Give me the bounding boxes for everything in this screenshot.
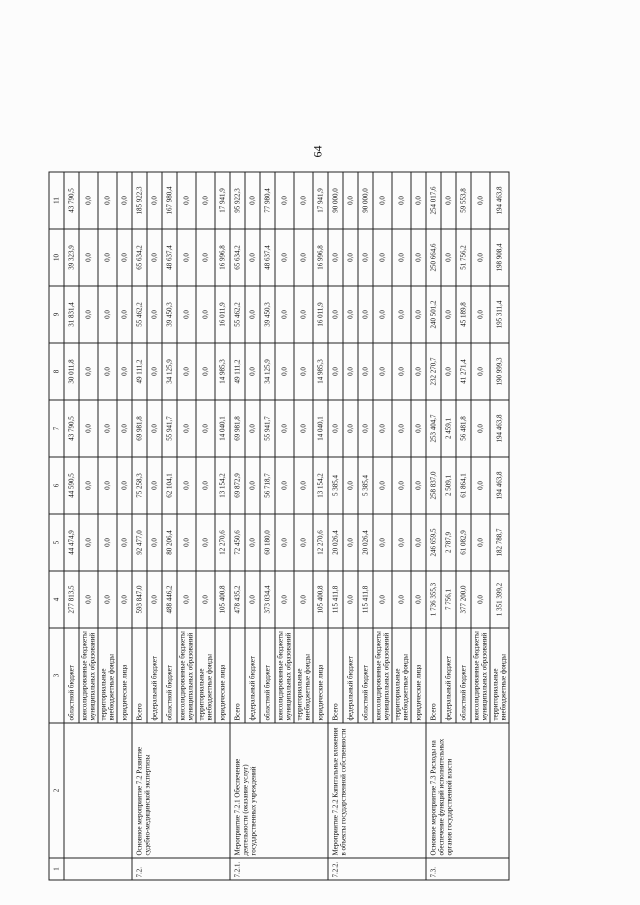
column-number-header: 1 [49, 858, 64, 880]
amount-cell: 0,0 [441, 343, 456, 400]
amount-cell: 0,0 [373, 457, 392, 514]
amount-cell: 0,0 [373, 571, 392, 628]
amount-cell: 2 509,1 [441, 457, 456, 514]
amount-cell: 0,0 [358, 286, 373, 343]
amount-cell: 0,0 [392, 286, 411, 343]
amount-cell: 246 659,5 [426, 514, 441, 571]
amount-cell: 0,0 [177, 400, 196, 457]
amount-cell: 0,0 [343, 571, 358, 628]
funding-source-cell: юридические лица [215, 628, 230, 723]
amount-cell: 55 462,2 [132, 286, 147, 343]
amount-cell: 0,0 [275, 229, 294, 286]
funding-source-cell: консолидированные бюджеты муниципальных образований [177, 628, 196, 723]
amount-cell: 0,0 [245, 514, 260, 571]
funding-source-cell: Всего [426, 628, 441, 723]
amount-cell: 1 351 399,2 [490, 571, 509, 628]
amount-cell: 0,0 [343, 514, 358, 571]
column-number-row [49, 172, 64, 880]
amount-cell: 0,0 [177, 172, 196, 229]
funding-source-cell: территориальные внебюджетные фонды [196, 628, 215, 723]
funding-source-cell: территориальные внебюджетные фонды [490, 628, 509, 723]
amount-cell: 0,0 [147, 286, 162, 343]
amount-cell: 43 790,5 [64, 172, 79, 229]
amount-cell: 0,0 [196, 400, 215, 457]
section-number-cell: 7.2. [132, 858, 230, 880]
amount-cell: 44 474,9 [64, 514, 79, 571]
amount-cell: 16 011,9 [215, 286, 230, 343]
amount-cell: 56 718,7 [260, 457, 275, 514]
amount-cell: 0,0 [196, 172, 215, 229]
amount-cell: 0,0 [294, 343, 313, 400]
amount-cell: 0,0 [79, 400, 98, 457]
amount-cell: 0,0 [294, 229, 313, 286]
amount-cell: 232 270,7 [426, 343, 441, 400]
amount-cell: 0,0 [294, 172, 313, 229]
amount-cell: 0,0 [392, 229, 411, 286]
amount-cell: 0,0 [98, 457, 117, 514]
amount-cell: 240 501,2 [426, 286, 441, 343]
section-name-cell: Мероприятие 7.2.1 Обеспечение деятельности (оказание услуг) государственных учреждений [230, 723, 328, 858]
amount-cell: 0,0 [441, 172, 456, 229]
amount-cell: 5 385,4 [328, 457, 343, 514]
amount-cell: 0,0 [147, 172, 162, 229]
amount-cell: 0,0 [294, 457, 313, 514]
amount-cell: 0,0 [196, 457, 215, 514]
funding-source-cell: областной бюджет [456, 628, 471, 723]
amount-cell: 190 999,3 [490, 343, 509, 400]
funding-source-cell: консолидированные бюджеты муниципальных образований [373, 628, 392, 723]
column-number-header: 3 [49, 628, 64, 723]
amount-cell: 0,0 [343, 172, 358, 229]
amount-cell: 55 941,7 [260, 400, 275, 457]
amount-cell: 167 980,4 [162, 172, 177, 229]
amount-cell: 0,0 [196, 343, 215, 400]
amount-cell: 0,0 [411, 172, 426, 229]
amount-cell: 0,0 [196, 514, 215, 571]
table-row [328, 172, 343, 880]
funding-source-cell: Всего [230, 628, 245, 723]
amount-cell: 55 462,2 [230, 286, 245, 343]
funding-source-cell: областной бюджет [358, 628, 373, 723]
table-row [230, 172, 245, 880]
amount-cell: 0,0 [373, 400, 392, 457]
funding-source-cell: федеральный бюджет [441, 628, 456, 723]
funding-source-cell: областной бюджет [260, 628, 275, 723]
amount-cell: 0,0 [98, 343, 117, 400]
amount-cell: 0,0 [245, 229, 260, 286]
column-number-header: 4 [49, 571, 64, 628]
amount-cell: 13 154,2 [313, 457, 328, 514]
section-number-cell: 7.3. [426, 858, 509, 880]
amount-cell: 0,0 [471, 571, 490, 628]
amount-cell: 254 017,6 [426, 172, 441, 229]
table-row [64, 172, 79, 880]
amount-cell: 0,0 [275, 286, 294, 343]
amount-cell: 0,0 [392, 514, 411, 571]
amount-cell: 41 271,4 [456, 343, 471, 400]
amount-cell: 0,0 [196, 286, 215, 343]
amount-cell: 0,0 [275, 457, 294, 514]
amount-cell: 17 941,9 [313, 172, 328, 229]
amount-cell: 0,0 [471, 400, 490, 457]
amount-cell: 60 180,0 [260, 514, 275, 571]
amount-cell: 0,0 [373, 172, 392, 229]
amount-cell: 0,0 [275, 571, 294, 628]
amount-cell: 72 450,6 [230, 514, 245, 571]
amount-cell: 16 996,8 [215, 229, 230, 286]
funding-source-cell: юридические лица [313, 628, 328, 723]
funding-source-cell: территориальные внебюджетные фонды [294, 628, 313, 723]
amount-cell: 182 788,7 [490, 514, 509, 571]
amount-cell: 373 034,4 [260, 571, 275, 628]
amount-cell: 55 941,7 [162, 400, 177, 457]
amount-cell: 0,0 [471, 514, 490, 571]
funding-source-cell: юридические лица [411, 628, 426, 723]
amount-cell: 0,0 [275, 343, 294, 400]
amount-cell: 115 411,8 [358, 571, 373, 628]
section-name-cell: Мероприятие 7.2.2 Капитальные вложения в объекты государственной собственности [328, 723, 426, 858]
amount-cell: 0,0 [275, 400, 294, 457]
column-number-header: 8 [49, 343, 64, 400]
amount-cell: 80 206,4 [162, 514, 177, 571]
amount-cell: 0,0 [177, 286, 196, 343]
column-number-header: 6 [49, 457, 64, 514]
amount-cell: 0,0 [358, 400, 373, 457]
amount-cell: 0,0 [411, 229, 426, 286]
amount-cell: 0,0 [373, 343, 392, 400]
amount-cell: 0,0 [147, 400, 162, 457]
amount-cell: 0,0 [79, 286, 98, 343]
amount-cell: 0,0 [117, 514, 132, 571]
amount-cell: 115 411,8 [328, 571, 343, 628]
amount-cell: 48 637,4 [162, 229, 177, 286]
amount-cell: 250 664,6 [426, 229, 441, 286]
amount-cell: 34 125,9 [162, 343, 177, 400]
amount-cell: 198 908,4 [490, 229, 509, 286]
amount-cell: 0,0 [245, 172, 260, 229]
amount-cell: 0,0 [358, 343, 373, 400]
amount-cell: 0,0 [275, 172, 294, 229]
amount-cell: 0,0 [411, 286, 426, 343]
amount-cell: 194 463,8 [490, 457, 509, 514]
amount-cell: 0,0 [294, 514, 313, 571]
amount-cell: 90 000,0 [358, 172, 373, 229]
column-number-header: 7 [49, 400, 64, 457]
amount-cell: 0,0 [328, 343, 343, 400]
amount-cell: 0,0 [275, 514, 294, 571]
amount-cell: 2 787,9 [441, 514, 456, 571]
amount-cell: 17 941,9 [215, 172, 230, 229]
amount-cell: 45 189,8 [456, 286, 471, 343]
amount-cell: 0,0 [245, 457, 260, 514]
amount-cell: 39 323,9 [64, 229, 79, 286]
amount-cell: 0,0 [441, 286, 456, 343]
amount-cell: 14 985,3 [313, 343, 328, 400]
amount-cell: 195 311,4 [490, 286, 509, 343]
amount-cell: 0,0 [245, 571, 260, 628]
amount-cell: 39 450,3 [260, 286, 275, 343]
table-row [426, 172, 441, 880]
amount-cell: 0,0 [177, 457, 196, 514]
amount-cell: 0,0 [373, 229, 392, 286]
amount-cell: 95 922,3 [230, 172, 245, 229]
amount-cell: 69 872,9 [230, 457, 245, 514]
amount-cell: 0,0 [117, 571, 132, 628]
amount-cell: 14 040,1 [313, 400, 328, 457]
funding-source-cell: консолидированные бюджеты муниципальных образований [471, 628, 490, 723]
amount-cell: 65 634,2 [132, 229, 147, 286]
funding-source-cell: консолидированные бюджеты муниципальных образований [275, 628, 294, 723]
amount-cell: 0,0 [98, 514, 117, 571]
budget-table [48, 171, 509, 880]
amount-cell: 0,0 [147, 514, 162, 571]
amount-cell: 5 385,4 [358, 457, 373, 514]
amount-cell: 51 756,2 [456, 229, 471, 286]
column-number-header: 9 [49, 286, 64, 343]
amount-cell: 30 011,8 [64, 343, 79, 400]
amount-cell: 13 154,2 [215, 457, 230, 514]
amount-cell: 0,0 [294, 571, 313, 628]
amount-cell: 0,0 [196, 229, 215, 286]
amount-cell: 478 435,2 [230, 571, 245, 628]
amount-cell: 0,0 [79, 571, 98, 628]
amount-cell: 0,0 [117, 286, 132, 343]
amount-cell: 61 082,9 [456, 514, 471, 571]
amount-cell: 0,0 [117, 172, 132, 229]
amount-cell: 77 980,4 [260, 172, 275, 229]
amount-cell: 0,0 [411, 343, 426, 400]
amount-cell: 20 026,4 [358, 514, 373, 571]
amount-cell: 0,0 [392, 571, 411, 628]
column-number-header: 2 [49, 723, 64, 858]
amount-cell: 56 481,8 [456, 400, 471, 457]
amount-cell: 0,0 [147, 457, 162, 514]
amount-cell: 0,0 [196, 571, 215, 628]
amount-cell: 69 981,8 [230, 400, 245, 457]
amount-cell: 49 111,2 [230, 343, 245, 400]
amount-cell: 0,0 [245, 286, 260, 343]
amount-cell: 39 450,3 [162, 286, 177, 343]
amount-cell: 0,0 [392, 400, 411, 457]
amount-cell: 0,0 [471, 286, 490, 343]
funding-source-cell: Всего [132, 628, 147, 723]
amount-cell: 12 270,6 [313, 514, 328, 571]
amount-cell: 2 459,1 [441, 400, 456, 457]
amount-cell: 0,0 [343, 457, 358, 514]
amount-cell: 0,0 [79, 457, 98, 514]
amount-cell: 14 040,1 [215, 400, 230, 457]
amount-cell: 0,0 [392, 172, 411, 229]
amount-cell: 0,0 [147, 229, 162, 286]
amount-cell: 0,0 [392, 343, 411, 400]
funding-source-cell: территориальные внебюджетные фонды [392, 628, 411, 723]
amount-cell: 7 756,1 [441, 571, 456, 628]
amount-cell: 59 553,8 [456, 172, 471, 229]
amount-cell: 0,0 [411, 571, 426, 628]
section-number-cell: 7.2.2. [328, 858, 426, 880]
amount-cell: 0,0 [328, 286, 343, 343]
column-number-header: 5 [49, 514, 64, 571]
amount-cell: 0,0 [294, 286, 313, 343]
amount-cell: 16 996,8 [313, 229, 328, 286]
amount-cell: 0,0 [343, 229, 358, 286]
funding-source-cell: федеральный бюджет [147, 628, 162, 723]
amount-cell: 12 270,6 [215, 514, 230, 571]
amount-cell: 0,0 [328, 229, 343, 286]
funding-source-cell: юридические лица [117, 628, 132, 723]
amount-cell: 14 985,3 [215, 343, 230, 400]
amount-cell: 0,0 [79, 343, 98, 400]
amount-cell: 0,0 [177, 229, 196, 286]
amount-cell: 0,0 [117, 457, 132, 514]
amount-cell: 0,0 [98, 286, 117, 343]
amount-cell: 92 477,0 [132, 514, 147, 571]
amount-cell: 0,0 [147, 343, 162, 400]
amount-cell: 0,0 [343, 286, 358, 343]
amount-cell: 44 590,5 [64, 457, 79, 514]
amount-cell: 0,0 [177, 514, 196, 571]
amount-cell: 0,0 [471, 172, 490, 229]
amount-cell: 0,0 [98, 172, 117, 229]
amount-cell: 48 637,4 [260, 229, 275, 286]
amount-cell: 593 847,0 [132, 571, 147, 628]
amount-cell: 1 736 355,3 [426, 571, 441, 628]
amount-cell: 75 258,3 [132, 457, 147, 514]
amount-cell: 105 400,8 [215, 571, 230, 628]
amount-cell: 49 111,2 [132, 343, 147, 400]
amount-cell: 0,0 [411, 514, 426, 571]
funding-source-cell: территориальные внебюджетные фонды [98, 628, 117, 723]
section-name-cell: Основное мероприятие 7.2 Развитие судебно-медицинской экспертизы [132, 723, 230, 858]
amount-cell: 0,0 [411, 400, 426, 457]
amount-cell: 0,0 [245, 343, 260, 400]
amount-cell: 0,0 [79, 172, 98, 229]
amount-cell: 65 634,2 [230, 229, 245, 286]
amount-cell: 0,0 [245, 400, 260, 457]
amount-cell: 0,0 [343, 343, 358, 400]
amount-cell: 0,0 [471, 343, 490, 400]
amount-cell: 34 125,9 [260, 343, 275, 400]
amount-cell: 0,0 [343, 400, 358, 457]
amount-cell: 16 011,9 [313, 286, 328, 343]
amount-cell: 488 446,2 [162, 571, 177, 628]
amount-cell: 105 400,8 [313, 571, 328, 628]
amount-cell: 90 000,0 [328, 172, 343, 229]
amount-cell: 0,0 [411, 457, 426, 514]
amount-cell: 0,0 [441, 229, 456, 286]
column-number-header: 11 [49, 172, 64, 229]
amount-cell: 0,0 [392, 457, 411, 514]
funding-source-cell: областной бюджет [64, 628, 79, 723]
amount-cell: 0,0 [177, 343, 196, 400]
amount-cell: 0,0 [471, 229, 490, 286]
section-name-cell [64, 723, 132, 858]
amount-cell: 62 104,1 [162, 457, 177, 514]
amount-cell: 194 463,8 [490, 400, 509, 457]
amount-cell: 0,0 [117, 400, 132, 457]
funding-source-cell: консолидированные бюджеты муниципальных образований [79, 628, 98, 723]
amount-cell: 0,0 [373, 286, 392, 343]
amount-cell: 0,0 [471, 457, 490, 514]
column-number-header: 10 [49, 229, 64, 286]
page-number: 64 [310, 145, 324, 157]
amount-cell: 253 404,7 [426, 400, 441, 457]
amount-cell: 61 864,1 [456, 457, 471, 514]
amount-cell: 69 981,8 [132, 400, 147, 457]
amount-cell: 0,0 [147, 571, 162, 628]
funding-source-cell: федеральный бюджет [245, 628, 260, 723]
funding-source-cell: областной бюджет [162, 628, 177, 723]
amount-cell: 0,0 [177, 571, 196, 628]
amount-cell: 0,0 [98, 571, 117, 628]
table-header [49, 172, 64, 880]
amount-cell: 0,0 [328, 400, 343, 457]
amount-cell: 0,0 [98, 400, 117, 457]
amount-cell: 194 463,8 [490, 172, 509, 229]
table-row [132, 172, 147, 880]
amount-cell: 43 790,5 [64, 400, 79, 457]
funding-source-cell: Всего [328, 628, 343, 723]
amount-cell: 20 026,4 [328, 514, 343, 571]
amount-cell: 377 200,0 [456, 571, 471, 628]
amount-cell: 0,0 [117, 343, 132, 400]
section-number-cell: 7.2.1. [230, 858, 328, 880]
amount-cell: 0,0 [98, 229, 117, 286]
section-name-cell: Основное мероприятие 7.3 Расходы на обеспечение функций исполнительных органов государственной власти [426, 723, 509, 858]
funding-source-cell: федеральный бюджет [343, 628, 358, 723]
amount-cell: 0,0 [294, 400, 313, 457]
amount-cell: 0,0 [373, 514, 392, 571]
amount-cell: 31 831,4 [64, 286, 79, 343]
amount-cell: 0,0 [117, 229, 132, 286]
amount-cell: 0,0 [79, 514, 98, 571]
amount-cell: 0,0 [358, 229, 373, 286]
amount-cell: 277 813,5 [64, 571, 79, 628]
amount-cell: 0,0 [79, 229, 98, 286]
section-number-cell [64, 858, 132, 880]
table-body [64, 172, 509, 880]
amount-cell: 185 922,3 [132, 172, 147, 229]
amount-cell: 258 837,0 [426, 457, 441, 514]
